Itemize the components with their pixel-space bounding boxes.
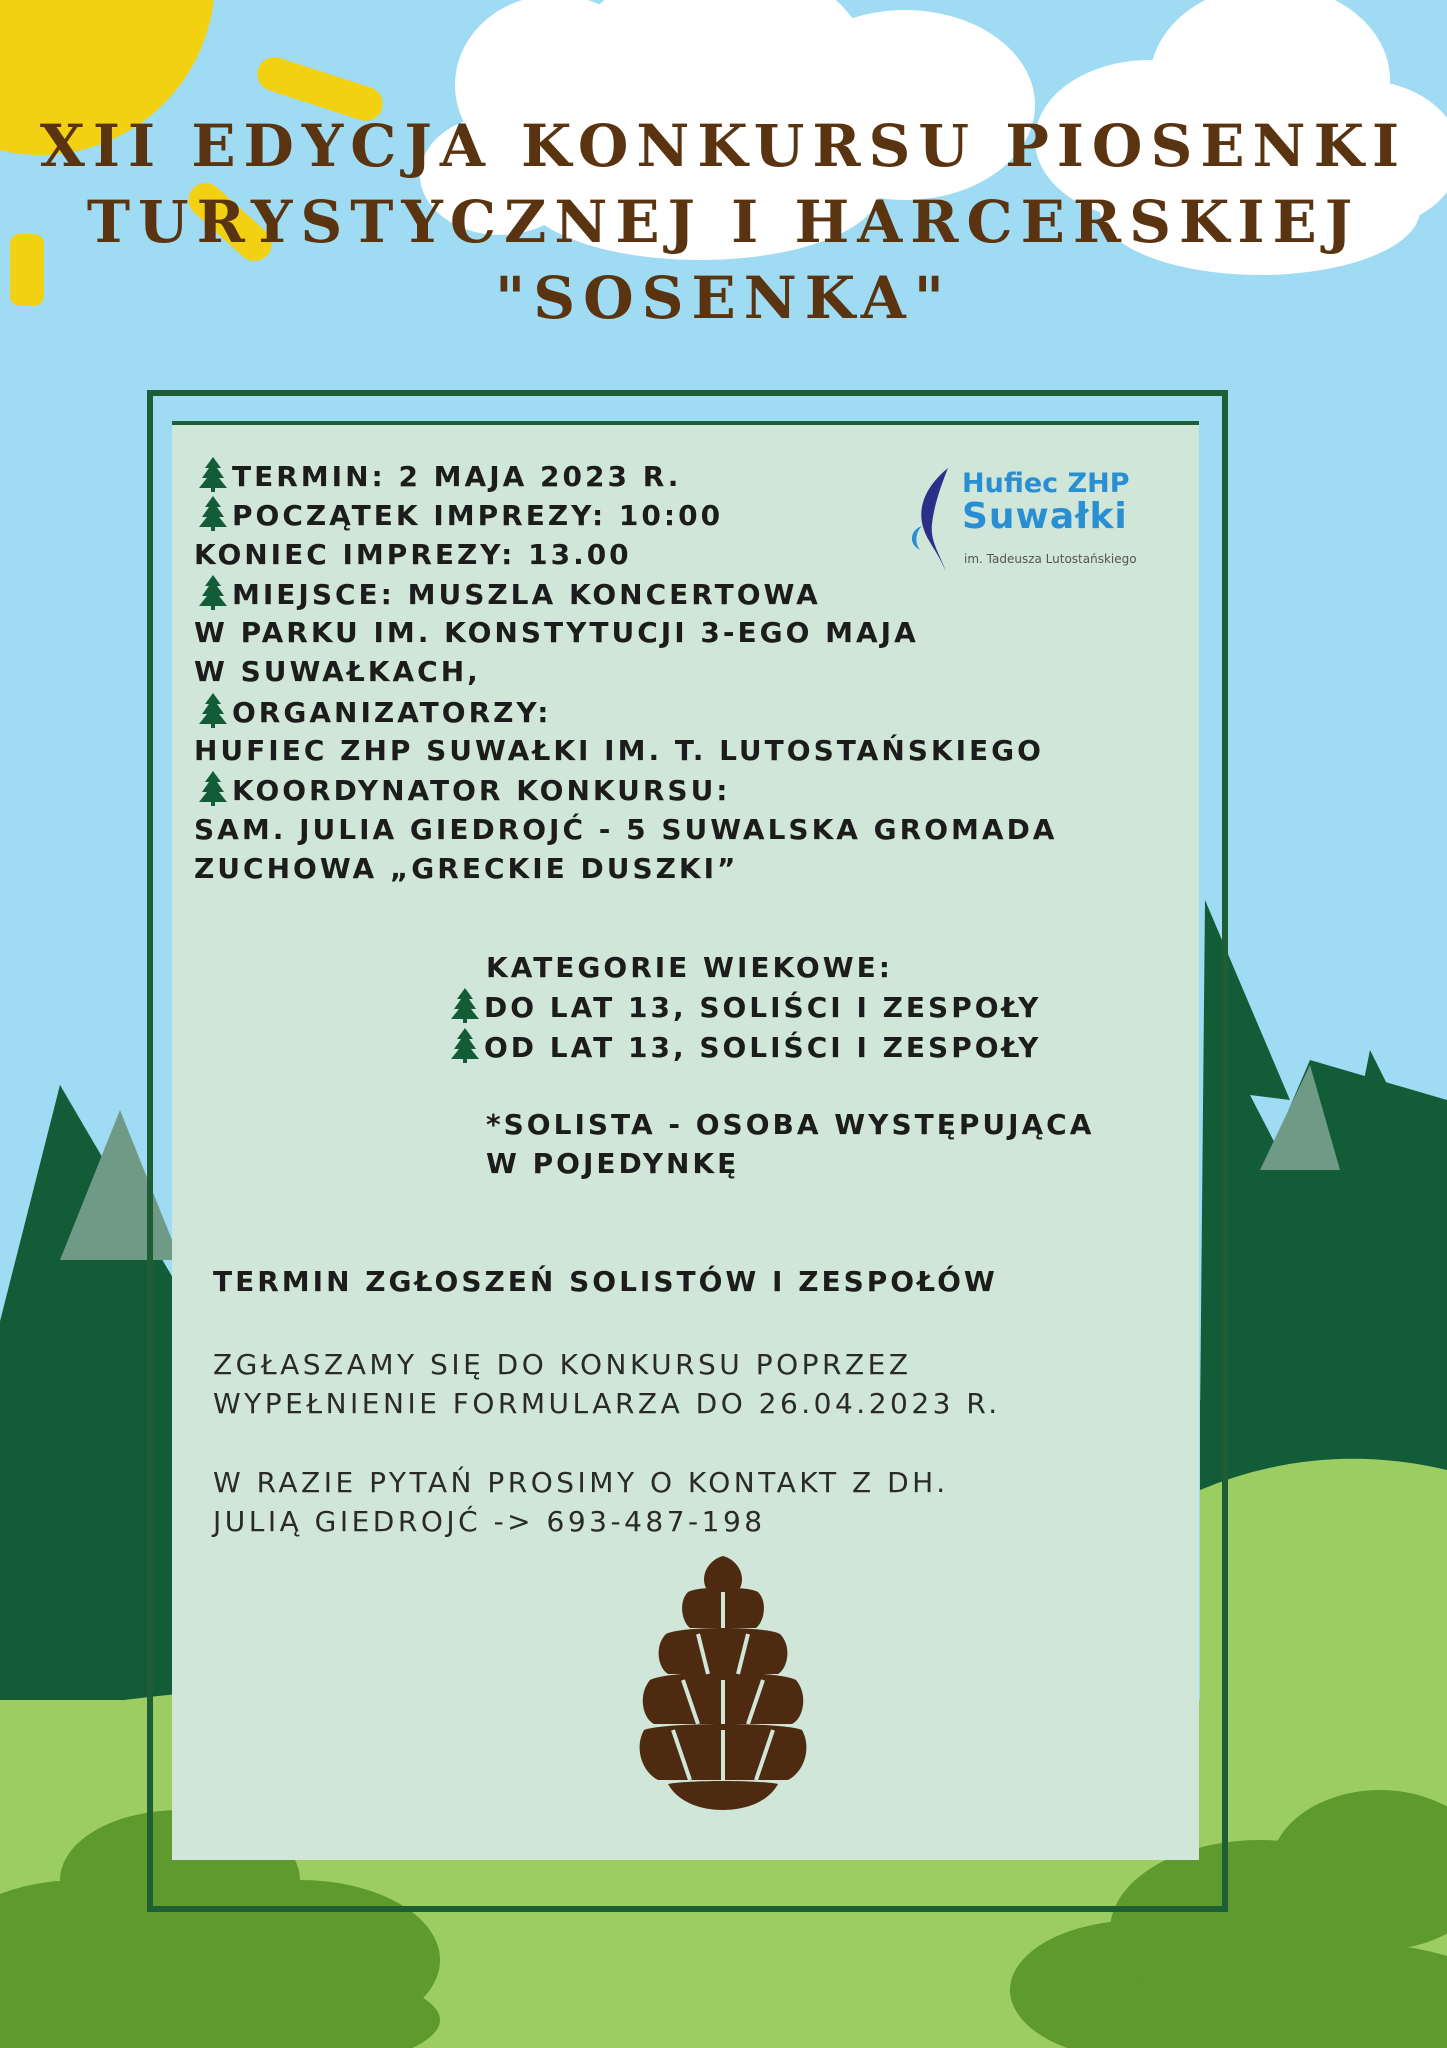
- koordynator-text-2: SAM. JULIA GIEDROJĆ - 5 SUWALSKA GROMADA: [194, 812, 1058, 846]
- grass-right-hill: [1200, 1473, 1447, 1720]
- koordynator-text-3: ZUCHOWA „GRECKIE DUSZKI”: [194, 851, 739, 885]
- contact-line-1: W RAZIE PYTAŃ PROSIMY O KONTAKT Z DH.: [213, 1466, 949, 1499]
- title-line-3: "SOSENKA": [494, 264, 952, 332]
- logo-line-2: Suwałki: [962, 496, 1128, 537]
- info-line-koordynator-2: [194, 810, 1194, 849]
- tree-icon: [194, 692, 232, 728]
- miejsce-text: MIEJSCE: MUSZLA KONCERTOWA: [232, 577, 821, 611]
- title-line-2: TURYSTYCZNEJ I HARCERSKIEJ: [86, 188, 1361, 256]
- info-line-koniec: [194, 535, 1194, 574]
- category-item-text: OD LAT 13, SOLIŚCI I ZESPOŁY: [484, 1030, 1042, 1064]
- age-categories: [446, 948, 1041, 1066]
- registration-paragraph: [213, 1345, 1001, 1424]
- category-item: [446, 987, 1041, 1026]
- koniec-text: KONIEC IMPREZY: 13.00: [194, 537, 632, 571]
- info-line-organizatorzy: [194, 692, 1194, 731]
- tree-icon: [194, 456, 232, 492]
- poczatek-text: POCZĄTEK IMPREZY: 10:00: [232, 499, 724, 533]
- info-line-organizatorzy-2: [194, 731, 1194, 770]
- forest-right: [1200, 900, 1447, 1540]
- registration-line-1: ZGŁASZAMY SIĘ DO KONKURSU POPRZEZ: [213, 1348, 912, 1381]
- poster-title: [0, 108, 1447, 336]
- category-item: [446, 1027, 1041, 1066]
- deadline-heading: TERMIN ZGŁOSZEŃ SOLISTÓW I ZESPOŁÓW: [213, 1265, 998, 1298]
- tree-icon: [446, 987, 484, 1023]
- organizatorzy-text-2: HUFIEC ZHP SUWAŁKI IM. T. LUTOSTAŃSKIEGO: [194, 734, 1044, 768]
- categories-heading: [446, 948, 1041, 987]
- info-line-termin: [194, 456, 1194, 495]
- tree-icon: [194, 574, 232, 610]
- tree-icon: [194, 495, 232, 531]
- categories-heading-text: KATEGORIE WIEKOWE:: [486, 951, 893, 984]
- info-line-poczatek: [194, 495, 1194, 534]
- soloist-note-line-2: W POJEDYNKĘ: [486, 1147, 740, 1181]
- miejsce-text-3: W SUWAŁKACH,: [194, 655, 481, 689]
- soloist-note-line-1: *SOLISTA - OSOBA WYSTĘPUJĄCA: [486, 1108, 1095, 1141]
- miejsce-text-2: W PARKU IM. KONSTYTUCJI 3-EGO MAJA: [194, 616, 919, 650]
- tree-icon: [194, 770, 232, 806]
- logo-line-1: Hufiec ZHP: [962, 468, 1130, 499]
- koordynator-text: KOORDYNATOR KONKURSU:: [232, 774, 731, 808]
- info-line-miejsce-2: [194, 613, 1194, 652]
- category-item-text: DO LAT 13, SOLIŚCI I ZESPOŁY: [484, 991, 1042, 1025]
- termin-text: TERMIN: 2 MAJA 2023 R.: [232, 460, 682, 493]
- event-info: [194, 456, 1194, 888]
- logo-line-3: im. Tadeusza Lutostańskiego: [964, 552, 1137, 566]
- contact-line-2: JULIĄ GIEDROJĆ -> 693-487-198: [213, 1505, 766, 1539]
- tree-icon: [446, 1027, 484, 1063]
- registration-line-2: WYPEŁNIENIE FORMULARZA DO 26.04.2023 R.: [213, 1387, 1001, 1421]
- info-line-miejsce: [194, 574, 1194, 613]
- title-line-1: XII EDYCJA KONKURSU PIOSENKI: [39, 112, 1408, 180]
- organizatorzy-text: ORGANIZATORZY:: [232, 695, 552, 729]
- info-line-koordynator-3: [194, 849, 1194, 888]
- info-line-miejsce-3: [194, 652, 1194, 691]
- pine-cone-icon: [628, 1552, 818, 1812]
- contact-paragraph: [213, 1463, 949, 1542]
- info-line-koordynator: [194, 770, 1194, 809]
- soloist-note: [486, 1105, 1094, 1184]
